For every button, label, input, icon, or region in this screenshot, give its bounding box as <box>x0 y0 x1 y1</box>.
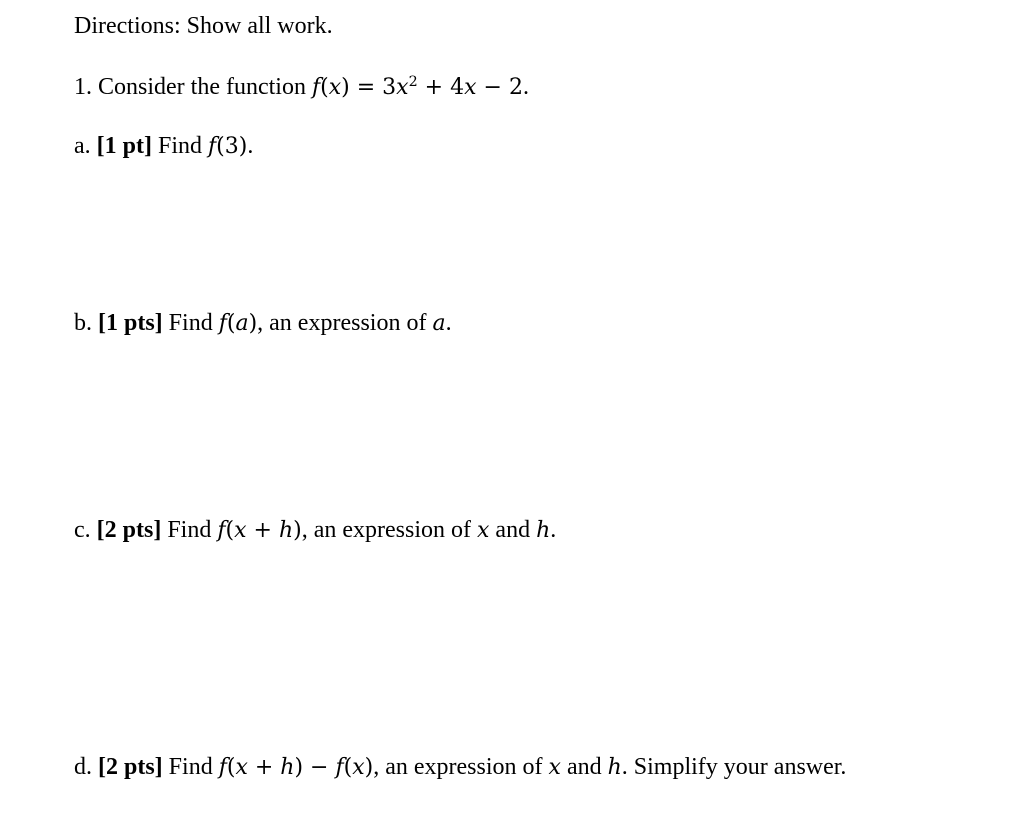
part-c-text: Find <box>167 517 212 543</box>
problem-number: 1. <box>74 74 92 100</box>
part-c-expression: f(x + h) <box>217 518 302 543</box>
part-d-label: d. <box>74 754 92 780</box>
part-c-and: and <box>495 517 531 543</box>
part-a-expression: f(3) <box>208 134 248 159</box>
part-b: b. [1 pts] Find f(a), an expression of a. <box>74 310 452 336</box>
part-d-and: and <box>566 754 602 780</box>
part-d-points: [2 pts] <box>98 754 163 780</box>
part-c: c. [2 pts] Find f(x + h), an expression of x and h. <box>74 517 557 543</box>
function-definition: $f(x) = 3x^2 + 4x - 2$ <box>311 74 523 100</box>
part-b-expression: f(a) <box>218 311 258 336</box>
part-d-var-x: x <box>548 755 561 780</box>
part-d-var-h: h <box>607 755 622 780</box>
part-d-expression: f(x + h) − f(x) <box>218 755 374 780</box>
problem-1: 1. Consider the function $f(x) = 3x^2 + 4x - 2$. <box>74 74 529 100</box>
part-b-desc: , an expression of <box>257 310 427 336</box>
part-d-text: Find <box>168 754 213 780</box>
part-b-points: [1 pts] <box>98 310 163 336</box>
part-c-var-x: x <box>477 518 490 543</box>
part-a: a. [1 pt] Find f(3). <box>74 133 254 159</box>
part-a-label: a. <box>74 133 91 159</box>
directions <box>74 14 333 38</box>
part-d-desc: , an expression of <box>373 754 543 780</box>
part-c-var-h: h <box>536 518 551 543</box>
problem-intro: Consider the function <box>98 74 306 100</box>
part-c-points: [2 pts] <box>96 517 162 543</box>
part-b-text: Find <box>168 310 213 336</box>
part-c-desc: , an expression of <box>301 517 471 543</box>
part-d-tail: . Simplify your answer. <box>621 754 847 780</box>
part-a-text: Find <box>157 133 202 159</box>
part-d <box>74 755 846 779</box>
directions-text: Directions: Show all work. <box>74 13 333 39</box>
part-c-label: c. <box>74 517 91 543</box>
part-a-points: [1 pt] <box>96 133 152 159</box>
part-b-variable: a <box>432 311 446 336</box>
part-b-label: b. <box>74 310 92 336</box>
